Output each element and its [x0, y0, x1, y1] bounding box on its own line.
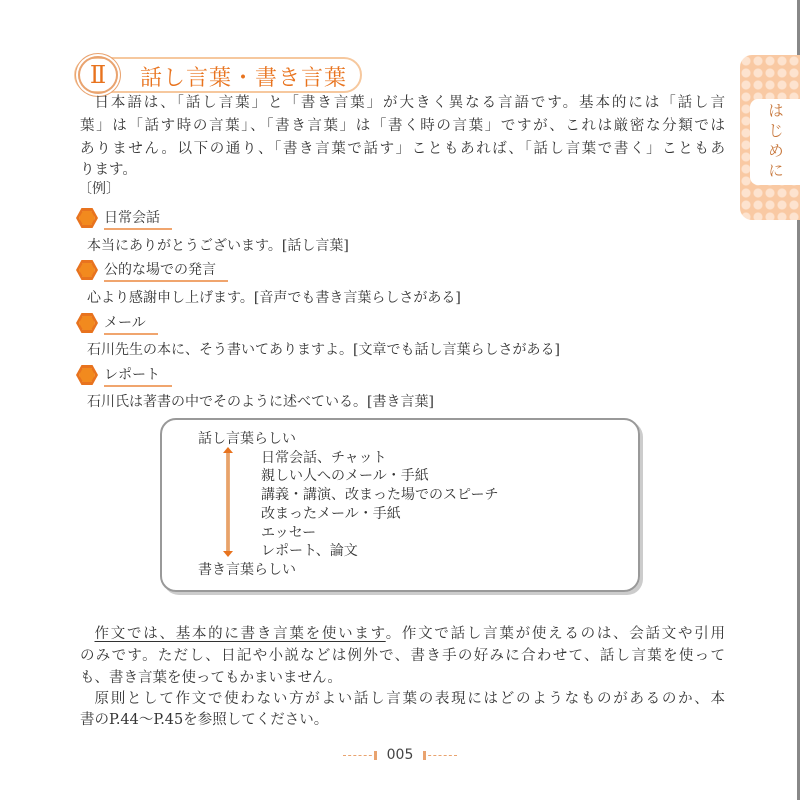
section-title-text: 話し言葉・書き言葉	[140, 66, 348, 91]
side-tab	[740, 55, 800, 220]
closing-line: のみです。ただし、日記や小説などは例外で、書き手の好みに合わせて、話し言葉を使って	[80, 648, 725, 664]
scale-item: 日常会話、チャット	[261, 450, 387, 466]
hexagon-bullet-icon	[76, 208, 98, 228]
side-tab-label: はじめに	[765, 102, 785, 182]
underlined-statement: 作文では、基本的に書き言葉を使います	[94, 626, 386, 642]
example-heading-text: 日常会話	[104, 207, 172, 230]
section-title	[74, 57, 362, 93]
example-label: 〔例〕	[78, 181, 120, 197]
hexagon-bullet-icon	[76, 365, 98, 385]
example-heading-text: 公的な場での発言	[104, 259, 228, 282]
intro-line: ありません。以下の通り、「書き言葉で話す」こともあれば、「話し言葉で書く」こともあ	[80, 141, 725, 157]
scale-item: 親しい人へのメール・手紙	[261, 468, 429, 484]
example-heading	[76, 207, 172, 229]
scale-item: 講義・講演、改まった場でのスピーチ	[261, 487, 499, 503]
example-body: 石川先生の本に、そう書いてありますよ。[文章でも話し言葉らしさがある]	[87, 342, 560, 358]
intro-line: 葉」は「話す時の言葉」、「書き言葉」は「書く時の言葉」ですが、これは厳密な分類では	[80, 118, 725, 134]
double-arrow-icon	[223, 447, 233, 557]
intro-line: ります。	[80, 162, 137, 178]
example-heading	[76, 364, 172, 386]
page-footer	[0, 747, 800, 763]
example-heading	[76, 312, 158, 334]
closing-text: 。作文で話し言葉が使えるのは、会話文や引用	[385, 626, 726, 642]
scale-bottom-label: 書き言葉らしい	[198, 562, 296, 578]
example-heading-text: メール	[104, 312, 158, 335]
section-numeral: Ⅱ	[78, 56, 118, 94]
scale-item: エッセー	[261, 525, 317, 541]
footer-ornament-left	[343, 755, 377, 756]
closing-line	[80, 624, 725, 644]
closing-line: も、書き言葉を使ってもかまいません。	[80, 670, 342, 686]
scale-top-label: 話し言葉らしい	[198, 431, 296, 447]
scale-item: 改まったメール・手紙	[261, 506, 401, 522]
intro-line: 日本語は、「話し言葉」と「書き言葉」が大きく異なる言語です。基本的には「話し言	[94, 95, 725, 111]
closing-line: 原則として作文で使わない方がよい話し言葉の表現にはどのようなものがあるのか、本	[94, 691, 725, 707]
example-body: 心より感謝申し上げます。[音声でも書き言葉らしさがある]	[87, 290, 461, 306]
example-body: 石川氏は著書の中でそのように述べている。[書き言葉]	[87, 394, 434, 410]
footer-ornament-right	[423, 755, 457, 756]
example-heading	[76, 259, 228, 281]
closing-line: 書のP.44〜P.45を参照してください。	[80, 712, 329, 728]
page-number: 005	[386, 747, 414, 763]
example-body: 本当にありがとうございます。[話し言葉]	[87, 238, 349, 254]
scale-item: レポート、論文	[261, 543, 358, 559]
hexagon-bullet-icon	[76, 313, 98, 333]
example-heading-text: レポート	[104, 364, 172, 387]
hexagon-bullet-icon	[76, 260, 98, 280]
